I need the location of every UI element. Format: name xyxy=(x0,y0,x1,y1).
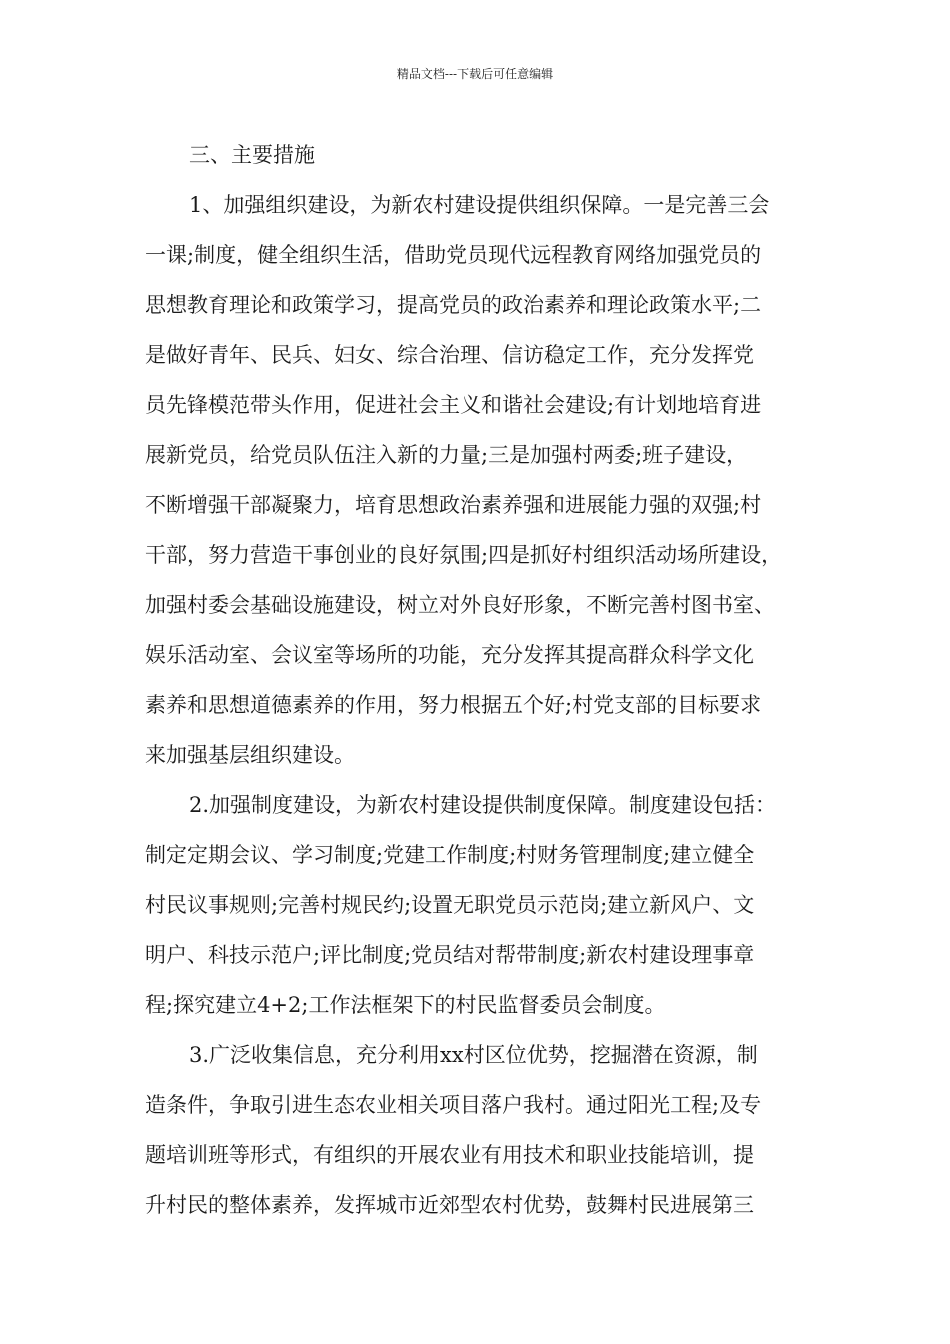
paragraph-line: 一课;制度，健全组织生活，借助党员现代远程教育网络加强党员的 xyxy=(145,243,762,267)
section-heading: 三、主要措施 xyxy=(189,143,315,167)
document-body xyxy=(145,130,807,1230)
paragraph-line: 村民议事规则;完善村规民约;设置无职党员示范岗;建立新风户、文 xyxy=(145,893,755,917)
paragraph-line: 造条件，争取引进生态农业相关项目落户我村。通过阳光工程;及专 xyxy=(145,1093,762,1117)
paragraph-line: 娱乐活动室、会议室等场所的功能，充分发挥其提高群众科学文化 xyxy=(145,643,754,667)
paragraph-line: 素养和思想道德素养的作用，努力根据五个好;村党支部的目标要求 xyxy=(145,693,762,717)
paragraph-line: 3.广泛收集信息，充分利用xx村区位优势，挖掘潜在资源，制 xyxy=(189,1043,758,1067)
paragraph-line: 是做好青年、民兵、妇女、综合治理、信访稳定工作，充分发挥党 xyxy=(145,343,754,367)
paragraph-line: 程;探究建立4+2;工作法框架下的村民监督委员会制度。 xyxy=(145,993,666,1017)
paragraph-line: 员先锋模范带头作用，促进社会主义和谐社会建设;有计划地培育进 xyxy=(145,393,762,417)
paragraph-line: 升村民的整体素养，发挥城市近郊型农村优势，鼓舞村民进展第三 xyxy=(145,1193,754,1217)
paragraph-line: 制定定期会议、学习制度;党建工作制度;村财务管理制度;建立健全 xyxy=(145,843,755,867)
header-note: 精品文档---下载后可任意编辑 xyxy=(396,67,554,81)
paragraph-line: 思想教育理论和政策学习，提高党员的政治素养和理论政策水平;二 xyxy=(145,293,762,317)
paragraph-line: 来加强基层组织建设。 xyxy=(145,743,355,767)
paragraph-line: 展新党员，给党员队伍注入新的力量;三是加强村两委;班子建设， xyxy=(145,443,748,467)
paragraph-line: 加强村委会基础设施建设，树立对外良好形象，不断完善村图书室、 xyxy=(145,593,775,617)
paragraph-line: 干部，努力营造干事创业的良好氛围;四是抓好村组织活动场所建设， xyxy=(145,543,783,567)
paragraph-line: 2.加强制度建设，为新农村建设提供制度保障。制度建设包括： xyxy=(189,793,777,817)
paragraph-line: 1、加强组织建设，为新农村建设提供组织保障。一是完善三会 xyxy=(189,193,770,217)
paragraph-line: 题培训班等形式，有组织的开展农业有用技术和职业技能培训，提 xyxy=(145,1143,754,1167)
paragraph-line: 不断增强干部凝聚力，培育思想政治素养强和进展能力强的双强;村 xyxy=(145,493,762,517)
paragraph-line: 明户、科技示范户;评比制度;党员结对帮带制度;新农村建设理事章 xyxy=(145,943,755,967)
